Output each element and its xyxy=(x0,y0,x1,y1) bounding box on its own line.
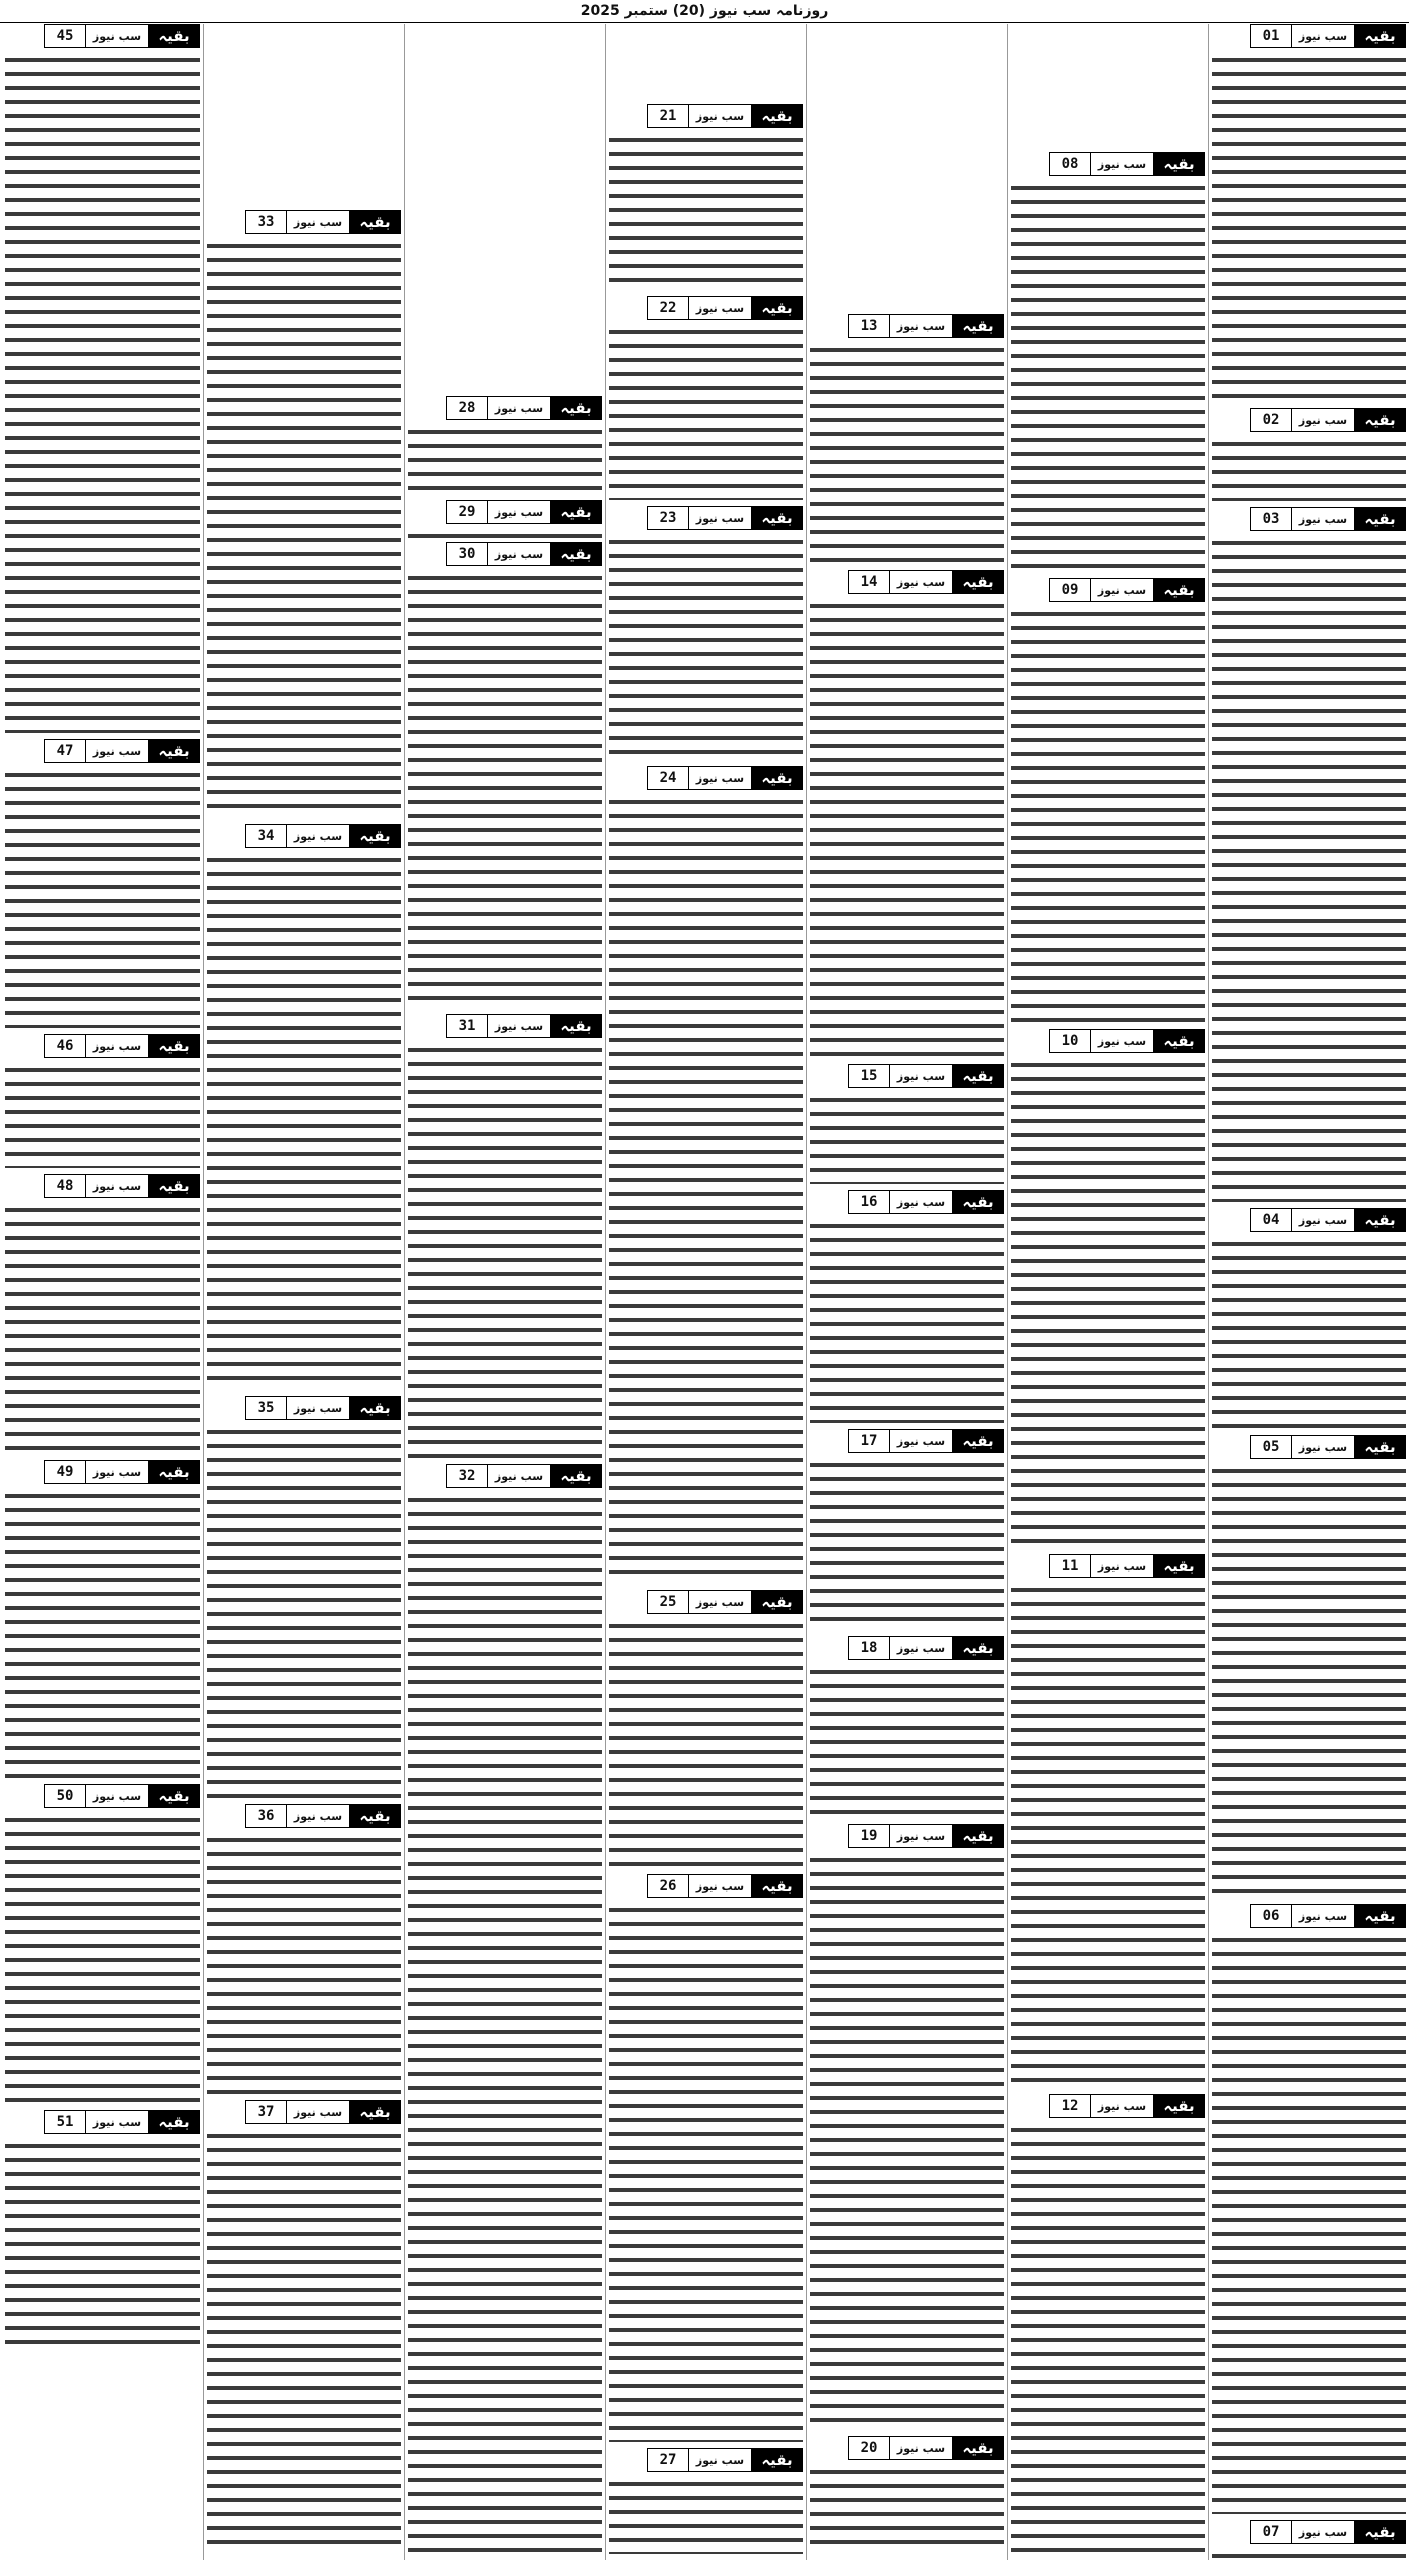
item-body-text xyxy=(1212,51,1406,402)
item-body-text xyxy=(5,2137,200,2348)
item-header xyxy=(5,1034,200,1058)
item-number: 30 xyxy=(446,542,487,566)
brand-label: سب نیوز xyxy=(688,1874,751,1898)
item-body-text xyxy=(1011,179,1205,572)
news-item-24 xyxy=(609,766,803,1586)
item-header xyxy=(1212,2520,1406,2544)
item-number: 25 xyxy=(647,1590,688,1614)
kicker-label: بقیہ xyxy=(148,2110,200,2134)
item-body-text xyxy=(207,1423,401,1798)
item-number: 50 xyxy=(44,1784,85,1808)
item-header xyxy=(609,296,803,320)
brand-label: سب نیوز xyxy=(1090,1029,1153,1053)
news-item-10 xyxy=(1011,1029,1205,1550)
item-header xyxy=(408,1464,602,1488)
item-header xyxy=(1011,152,1205,176)
news-item-17 xyxy=(810,1429,1004,1632)
item-body-text xyxy=(609,323,803,500)
brand-label: سب نیوز xyxy=(688,2448,751,2472)
item-header xyxy=(5,24,200,48)
brand-label: سب نیوز xyxy=(487,1014,550,1038)
kicker-label: بقیہ xyxy=(550,1464,602,1488)
item-body-text xyxy=(1212,2547,1406,2558)
news-item-29 xyxy=(408,500,602,540)
kicker-label: بقیہ xyxy=(148,739,200,763)
news-item-04 xyxy=(1212,1208,1406,1431)
item-body-text xyxy=(1011,1581,1205,2088)
item-number: 05 xyxy=(1250,1435,1291,1459)
news-item-27 xyxy=(609,2448,803,2556)
item-body-text xyxy=(810,1091,1004,1184)
item-body-text xyxy=(408,423,602,494)
item-body-text xyxy=(207,851,401,1390)
brand-label: سب نیوز xyxy=(688,104,751,128)
item-number: 27 xyxy=(647,2448,688,2472)
brand-label: سب نیوز xyxy=(889,570,952,594)
column-3 xyxy=(806,24,1007,2560)
item-header xyxy=(207,2100,401,2124)
news-item-26 xyxy=(609,1874,803,2444)
item-header xyxy=(810,1190,1004,1214)
brand-label: سب نیوز xyxy=(889,2436,952,2460)
item-number: 18 xyxy=(848,1636,889,1660)
item-body-text xyxy=(609,533,803,760)
kicker-label: بقیہ xyxy=(148,1460,200,1484)
kicker-label: بقیہ xyxy=(550,396,602,420)
news-item-36 xyxy=(207,1804,401,2096)
item-body-text xyxy=(810,1456,1004,1630)
item-body-text xyxy=(1212,534,1406,1202)
item-number: 51 xyxy=(44,2110,85,2134)
kicker-label: بقیہ xyxy=(349,1396,401,1420)
brand-label: سب نیوز xyxy=(1291,24,1354,48)
news-item-06 xyxy=(1212,1904,1406,2516)
kicker-label: بقیہ xyxy=(952,314,1004,338)
item-header xyxy=(1212,1904,1406,1928)
item-number: 26 xyxy=(647,1874,688,1898)
item-header xyxy=(5,739,200,763)
kicker-label: بقیہ xyxy=(751,296,803,320)
kicker-label: بقیہ xyxy=(1354,1904,1406,1928)
item-body-text xyxy=(810,341,1004,564)
kicker-label: بقیہ xyxy=(148,1034,200,1058)
item-header xyxy=(810,1064,1004,1088)
news-item-45 xyxy=(5,24,200,735)
news-item-01 xyxy=(1212,24,1406,404)
news-item-13 xyxy=(810,314,1004,566)
news-item-15 xyxy=(810,1064,1004,1186)
kicker-label: بقیہ xyxy=(751,2448,803,2472)
column-4 xyxy=(605,24,806,2560)
news-item-50 xyxy=(5,1784,200,2106)
item-header xyxy=(5,1784,200,1808)
item-number: 17 xyxy=(848,1429,889,1453)
news-item-05 xyxy=(1212,1435,1406,1900)
item-number: 22 xyxy=(647,296,688,320)
item-number: 28 xyxy=(446,396,487,420)
item-body-text xyxy=(1212,1931,1406,2514)
item-body-text xyxy=(1212,1235,1406,1429)
item-header xyxy=(5,2110,200,2134)
item-header xyxy=(408,500,602,524)
brand-label: سب نیوز xyxy=(688,1590,751,1614)
news-item-34 xyxy=(207,824,401,1392)
item-number: 19 xyxy=(848,1824,889,1848)
item-header xyxy=(207,1804,401,1828)
news-item-20 xyxy=(810,2436,1004,2556)
item-number: 31 xyxy=(446,1014,487,1038)
kicker-label: بقیہ xyxy=(1354,24,1406,48)
news-item-11 xyxy=(1011,1554,1205,2090)
kicker-label: بقیہ xyxy=(349,824,401,848)
kicker-label: بقیہ xyxy=(952,1190,1004,1214)
item-number: 35 xyxy=(245,1396,286,1420)
kicker-label: بقیہ xyxy=(550,1014,602,1038)
news-item-09 xyxy=(1011,578,1205,1025)
brand-label: سب نیوز xyxy=(85,1034,148,1058)
item-header xyxy=(1011,578,1205,602)
brand-label: سب نیوز xyxy=(889,1190,952,1214)
kicker-label: بقیہ xyxy=(1153,152,1205,176)
brand-label: سب نیوز xyxy=(487,500,550,524)
brand-label: سب نیوز xyxy=(85,24,148,48)
kicker-label: بقیہ xyxy=(349,210,401,234)
item-header xyxy=(5,1460,200,1484)
kicker-label: بقیہ xyxy=(148,1174,200,1198)
item-body-text xyxy=(207,237,401,818)
brand-label: سب نیوز xyxy=(889,1824,952,1848)
column-7 xyxy=(2,24,203,2560)
news-item-18 xyxy=(810,1636,1004,1820)
brand-label: سب نیوز xyxy=(487,396,550,420)
item-body-text xyxy=(408,527,602,538)
brand-label: سب نیوز xyxy=(1090,578,1153,602)
news-item-48 xyxy=(5,1174,200,1456)
item-header xyxy=(609,766,803,790)
news-item-31 xyxy=(408,1014,602,1460)
kicker-label: بقیہ xyxy=(952,1636,1004,1660)
kicker-label: بقیہ xyxy=(148,1784,200,1808)
kicker-label: بقیہ xyxy=(1354,2520,1406,2544)
brand-label: سب نیوز xyxy=(1291,1904,1354,1928)
item-body-text xyxy=(1011,2121,1205,2554)
brand-label: سب نیوز xyxy=(1291,1208,1354,1232)
brand-label: سب نیوز xyxy=(286,1396,349,1420)
news-item-07 xyxy=(1212,2520,1406,2560)
item-header xyxy=(810,314,1004,338)
item-number: 48 xyxy=(44,1174,85,1198)
news-item-08 xyxy=(1011,152,1205,574)
brand-label: سب نیوز xyxy=(889,1429,952,1453)
item-header xyxy=(609,1874,803,1898)
kicker-label: بقیہ xyxy=(952,1824,1004,1848)
item-body-text xyxy=(609,793,803,1584)
column-2 xyxy=(1007,24,1208,2560)
brand-label: سب نیوز xyxy=(1090,2094,1153,2118)
brand-label: سب نیوز xyxy=(889,1636,952,1660)
item-body-text xyxy=(609,1617,803,1868)
item-body-text xyxy=(1212,1462,1406,1898)
kicker-label: بقیہ xyxy=(550,542,602,566)
item-number: 09 xyxy=(1049,578,1090,602)
item-header xyxy=(1212,1435,1406,1459)
item-number: 21 xyxy=(647,104,688,128)
news-item-47 xyxy=(5,739,200,1030)
brand-label: سب نیوز xyxy=(1090,1554,1153,1578)
item-body-text xyxy=(5,1061,200,1168)
kicker-label: بقیہ xyxy=(751,1874,803,1898)
item-number: 08 xyxy=(1049,152,1090,176)
kicker-label: بقیہ xyxy=(1354,1435,1406,1459)
columns xyxy=(0,24,1409,2560)
item-body-text xyxy=(810,1217,1004,1423)
news-item-25 xyxy=(609,1590,803,1870)
brand-label: سب نیوز xyxy=(286,2100,349,2124)
item-body-text xyxy=(1011,1056,1205,1548)
kicker-label: بقیہ xyxy=(1354,507,1406,531)
kicker-label: بقیہ xyxy=(1153,578,1205,602)
item-number: 34 xyxy=(245,824,286,848)
item-body-text xyxy=(5,1487,200,1778)
news-item-19 xyxy=(810,1824,1004,2432)
kicker-label: بقیہ xyxy=(952,1429,1004,1453)
item-header xyxy=(1011,1029,1205,1053)
item-header xyxy=(1212,1208,1406,1232)
brand-label: سب نیوز xyxy=(286,824,349,848)
news-item-28 xyxy=(408,396,602,496)
brand-label: سب نیوز xyxy=(286,210,349,234)
item-number: 37 xyxy=(245,2100,286,2124)
news-item-33 xyxy=(207,210,401,820)
news-item-23 xyxy=(609,506,803,762)
brand-label: سب نیوز xyxy=(85,1460,148,1484)
item-number: 14 xyxy=(848,570,889,594)
column-5 xyxy=(404,24,605,2560)
kicker-label: بقیہ xyxy=(1153,2094,1205,2118)
brand-label: سب نیوز xyxy=(1090,152,1153,176)
item-body-text xyxy=(810,1851,1004,2430)
item-number: 03 xyxy=(1250,507,1291,531)
item-body-text xyxy=(810,2463,1004,2554)
kicker-label: بقیہ xyxy=(952,1064,1004,1088)
kicker-label: بقیہ xyxy=(952,2436,1004,2460)
news-item-49 xyxy=(5,1460,200,1780)
news-item-51 xyxy=(5,2110,200,2350)
item-header xyxy=(609,104,803,128)
kicker-label: بقیہ xyxy=(1354,408,1406,432)
item-number: 29 xyxy=(446,500,487,524)
item-header xyxy=(1212,507,1406,531)
brand-label: سب نیوز xyxy=(688,766,751,790)
news-item-32 xyxy=(408,1464,602,2556)
brand-label: سب نیوز xyxy=(85,1784,148,1808)
item-body-text xyxy=(207,2127,401,2554)
item-body-text xyxy=(609,1901,803,2442)
item-number: 06 xyxy=(1250,1904,1291,1928)
brand-label: سب نیوز xyxy=(688,296,751,320)
brand-label: سب نیوز xyxy=(1291,2520,1354,2544)
item-number: 20 xyxy=(848,2436,889,2460)
item-body-text xyxy=(810,597,1004,1058)
masthead: روزنامہ سب نیوز (20) ستمبر 2025 xyxy=(0,0,1409,23)
kicker-label: بقیہ xyxy=(751,506,803,530)
item-number: 15 xyxy=(848,1064,889,1088)
brand-label: سب نیوز xyxy=(85,1174,148,1198)
item-body-text xyxy=(5,51,200,733)
item-number: 45 xyxy=(44,24,85,48)
brand-label: سب نیوز xyxy=(487,1464,550,1488)
item-header xyxy=(810,2436,1004,2460)
brand-label: سب نیوز xyxy=(286,1804,349,1828)
item-number: 49 xyxy=(44,1460,85,1484)
item-header xyxy=(810,1429,1004,1453)
item-body-text xyxy=(609,131,803,290)
item-number: 16 xyxy=(848,1190,889,1214)
item-number: 33 xyxy=(245,210,286,234)
item-header xyxy=(1212,408,1406,432)
item-number: 13 xyxy=(848,314,889,338)
column-6 xyxy=(203,24,404,2560)
item-number: 36 xyxy=(245,1804,286,1828)
kicker-label: بقیہ xyxy=(1153,1029,1205,1053)
news-item-03 xyxy=(1212,507,1406,1204)
kicker-label: بقیہ xyxy=(1153,1554,1205,1578)
item-number: 01 xyxy=(1250,24,1291,48)
news-item-46 xyxy=(5,1034,200,1170)
item-header xyxy=(810,570,1004,594)
kicker-label: بقیہ xyxy=(952,570,1004,594)
kicker-label: بقیہ xyxy=(1354,1208,1406,1232)
brand-label: سب نیوز xyxy=(85,2110,148,2134)
item-body-text xyxy=(5,1811,200,2104)
kicker-label: بقیہ xyxy=(751,1590,803,1614)
item-number: 24 xyxy=(647,766,688,790)
item-number: 32 xyxy=(446,1464,487,1488)
news-item-30 xyxy=(408,542,602,1010)
item-body-text xyxy=(810,1663,1004,1818)
item-header xyxy=(408,396,602,420)
item-number: 23 xyxy=(647,506,688,530)
news-item-02 xyxy=(1212,408,1406,503)
brand-label: سب نیوز xyxy=(1291,1435,1354,1459)
item-body-text xyxy=(1011,605,1205,1023)
brand-label: سب نیوز xyxy=(85,739,148,763)
item-header xyxy=(207,1396,401,1420)
item-body-text xyxy=(207,1831,401,2094)
news-item-22 xyxy=(609,296,803,502)
item-header xyxy=(609,506,803,530)
item-header xyxy=(810,1636,1004,1660)
kicker-label: بقیہ xyxy=(751,104,803,128)
brand-label: سب نیوز xyxy=(1291,408,1354,432)
item-number: 10 xyxy=(1049,1029,1090,1053)
kicker-label: بقیہ xyxy=(751,766,803,790)
news-item-37 xyxy=(207,2100,401,2556)
item-header xyxy=(1212,24,1406,48)
brand-label: سب نیوز xyxy=(889,1064,952,1088)
item-number: 07 xyxy=(1250,2520,1291,2544)
item-number: 11 xyxy=(1049,1554,1090,1578)
news-item-16 xyxy=(810,1190,1004,1425)
kicker-label: بقیہ xyxy=(349,2100,401,2124)
brand-label: سب نیوز xyxy=(1291,507,1354,531)
item-body-text xyxy=(1212,435,1406,501)
news-item-14 xyxy=(810,570,1004,1060)
item-number: 46 xyxy=(44,1034,85,1058)
item-body-text xyxy=(5,766,200,1028)
item-number: 04 xyxy=(1250,1208,1291,1232)
item-body-text xyxy=(5,1201,200,1454)
item-header xyxy=(1011,2094,1205,2118)
item-body-text xyxy=(609,2475,803,2554)
item-number: 02 xyxy=(1250,408,1291,432)
item-body-text xyxy=(408,1491,602,2554)
item-header xyxy=(609,1590,803,1614)
item-number: 47 xyxy=(44,739,85,763)
item-body-text xyxy=(408,1041,602,1458)
brand-label: سب نیوز xyxy=(487,542,550,566)
item-header xyxy=(1011,1554,1205,1578)
item-header xyxy=(207,210,401,234)
item-header xyxy=(408,542,602,566)
brand-label: سب نیوز xyxy=(889,314,952,338)
item-number: 12 xyxy=(1049,2094,1090,2118)
item-header xyxy=(609,2448,803,2472)
news-item-35 xyxy=(207,1396,401,1800)
news-item-21 xyxy=(609,104,803,292)
item-header xyxy=(810,1824,1004,1848)
item-header xyxy=(408,1014,602,1038)
kicker-label: بقیہ xyxy=(148,24,200,48)
item-header xyxy=(5,1174,200,1198)
column-1 xyxy=(1208,24,1409,2560)
kicker-label: بقیہ xyxy=(550,500,602,524)
brand-label: سب نیوز xyxy=(688,506,751,530)
kicker-label: بقیہ xyxy=(349,1804,401,1828)
item-body-text xyxy=(408,569,602,1008)
item-header xyxy=(207,824,401,848)
news-item-12 xyxy=(1011,2094,1205,2556)
